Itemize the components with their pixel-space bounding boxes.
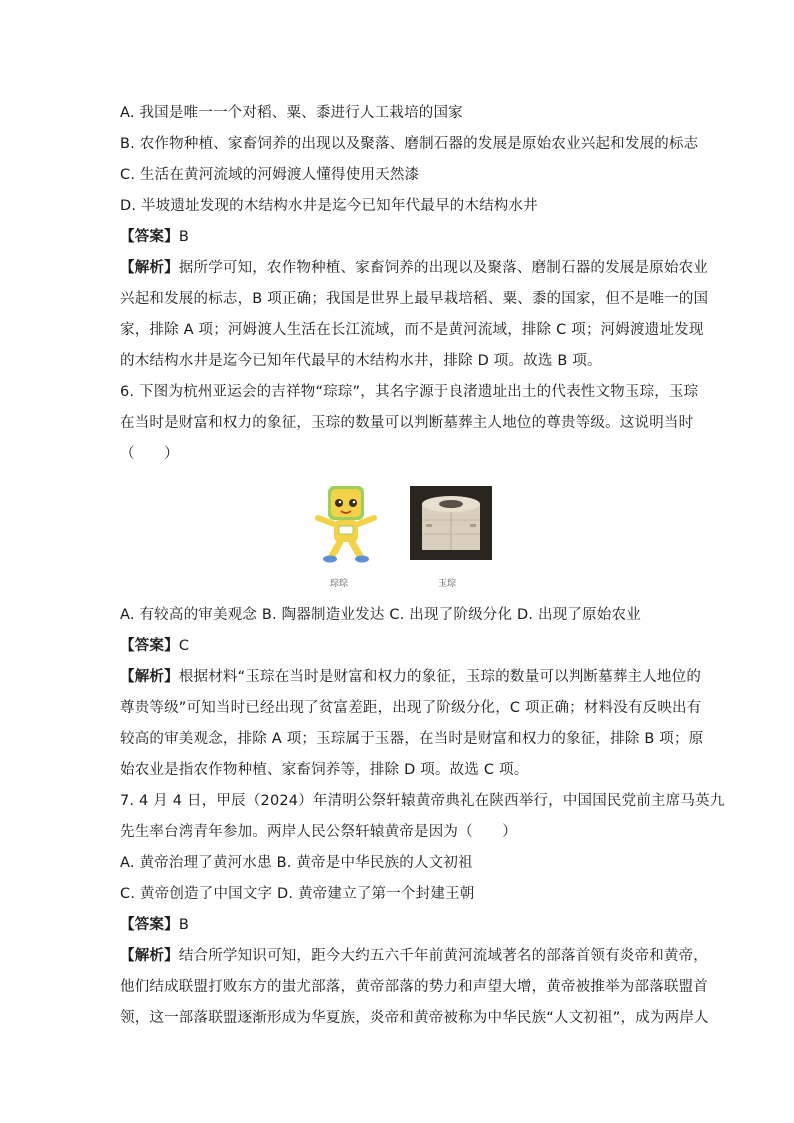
q6-analysis-line: 尊贵等级”可知当时已经出现了贫富差距，出现了阶级分化，C 项正确；材料没有反映出有 xyxy=(120,700,702,716)
caption-yucong: 玉琮 xyxy=(438,579,457,589)
q5-option-c: C. 生活在黄河流域的河姆渡人懂得使用天然漆 xyxy=(120,167,420,183)
q7-option-row: A. 黄帝治理了黄河水患 B. 黄帝是中华民族的人文初祖 xyxy=(120,855,473,871)
analysis-text: 据所学可知，农作物种植、家畜饲养的出现以及聚落、磨制石器的发展是原始农业 xyxy=(178,260,709,276)
q6-analysis-line: 始农业是指农作物种植、家畜饲养等，排除 D 项。故选 C 项。 xyxy=(120,762,529,778)
analysis-text: 结合所学知识可知，距今大约五六千年前黄河流域著名的部落首领有炎帝和黄帝， xyxy=(178,948,709,964)
analysis-tag: 【解析】 xyxy=(120,948,179,964)
q5-answer xyxy=(120,222,680,253)
q6-stem-line: 在当时是财富和权力的象征，玉琮的数量可以判断墓葬主人地位的尊贵等级。这说明当时 xyxy=(120,415,694,431)
mascot-congcong-image xyxy=(306,482,386,566)
jade-cong-image xyxy=(410,486,492,560)
q5-option-a: A. 我国是唯一一个对稻、粟、黍进行人工栽培的国家 xyxy=(120,105,463,121)
answer-value: B xyxy=(178,917,189,933)
answer-value: C xyxy=(178,638,190,654)
q7-analysis-line: 他们结成联盟打败东方的蚩尤部落，黄帝部落的势力和声望大增，黄帝被推举为部落联盟首 xyxy=(120,979,708,995)
answer-tag: 【答案】 xyxy=(120,229,179,245)
q5-analysis-line: 家，排除 A 项；河姆渡人生活在长江流域，而不是黄河流域，排除 C 项；河姆渡遗址发现 xyxy=(120,322,704,338)
q6-stem-line: 6. 下图为杭州亚运会的吉祥物“琮琮”，其名字源于良渚遗址出土的代表性文物玉琮，玉琮 xyxy=(120,384,699,400)
q7-analysis-line xyxy=(120,941,709,972)
analysis-tag: 【解析】 xyxy=(120,260,179,276)
analysis-text: 根据材料“玉琮在当时是财富和权力的象征，玉琮的数量可以判断墓葬主人地位的 xyxy=(178,669,702,685)
q6-stem-line: （ ） xyxy=(120,446,179,462)
q5-option-b: B. 农作物种植、家畜饲养的出现以及聚落、磨制石器的发展是原始农业兴起和发展的标志 xyxy=(120,136,699,152)
q6-answer xyxy=(120,631,680,662)
q6-analysis-line xyxy=(120,662,702,693)
caption-congcong: 琮琮 xyxy=(330,579,349,589)
q7-analysis-line: 领，这一部落联盟逐渐形成为华夏族，炎帝和黄帝被称为中华民族“人文初祖”，成为两岸人 xyxy=(120,1010,709,1026)
q7-option-row: C. 黄帝创造了中国文字 D. 黄帝建立了第一个封建王朝 xyxy=(120,886,475,902)
q6-figure xyxy=(120,470,680,600)
q6-options: A. 有较高的审美观念 B. 陶器制造业发达 C. 出现了阶级分化 D. 出现了原始农业 xyxy=(120,607,641,623)
answer-tag: 【答案】 xyxy=(120,638,179,654)
q6-analysis-line: 较高的审美观念，排除 A 项；玉琮属于玉器，在当时是财富和权力的象征，排除 B 项；原 xyxy=(120,731,704,747)
q5-option-d: D. 半坡遗址发现的木结构水井是迄今已知年代最早的木结构水井 xyxy=(120,198,538,214)
q5-analysis-line: 兴起和发展的标志，B 项正确；我国是世界上最早栽培稻、粟、黍的国家，但不是唯一的国 xyxy=(120,291,709,307)
q7-stem-line: 先生率台湾青年参加。两岸人民公祭轩辕黄帝是因为（ ） xyxy=(120,824,517,840)
q5-analysis-line: 的木结构水井是迄今已知年代最早的木结构水井，排除 D 项。故选 B 项。 xyxy=(120,353,602,369)
answer-value: B xyxy=(178,229,189,245)
document-body xyxy=(120,98,725,1034)
q7-answer xyxy=(120,910,680,941)
q7-stem-line: 7. 4 月 4 日，甲辰（2024）年清明公祭轩辕黄帝典礼在陕西举行，中国国民党前主席马英九 xyxy=(120,793,725,809)
q5-analysis-line xyxy=(120,253,709,284)
answer-tag: 【答案】 xyxy=(120,917,179,933)
analysis-tag: 【解析】 xyxy=(120,669,179,685)
